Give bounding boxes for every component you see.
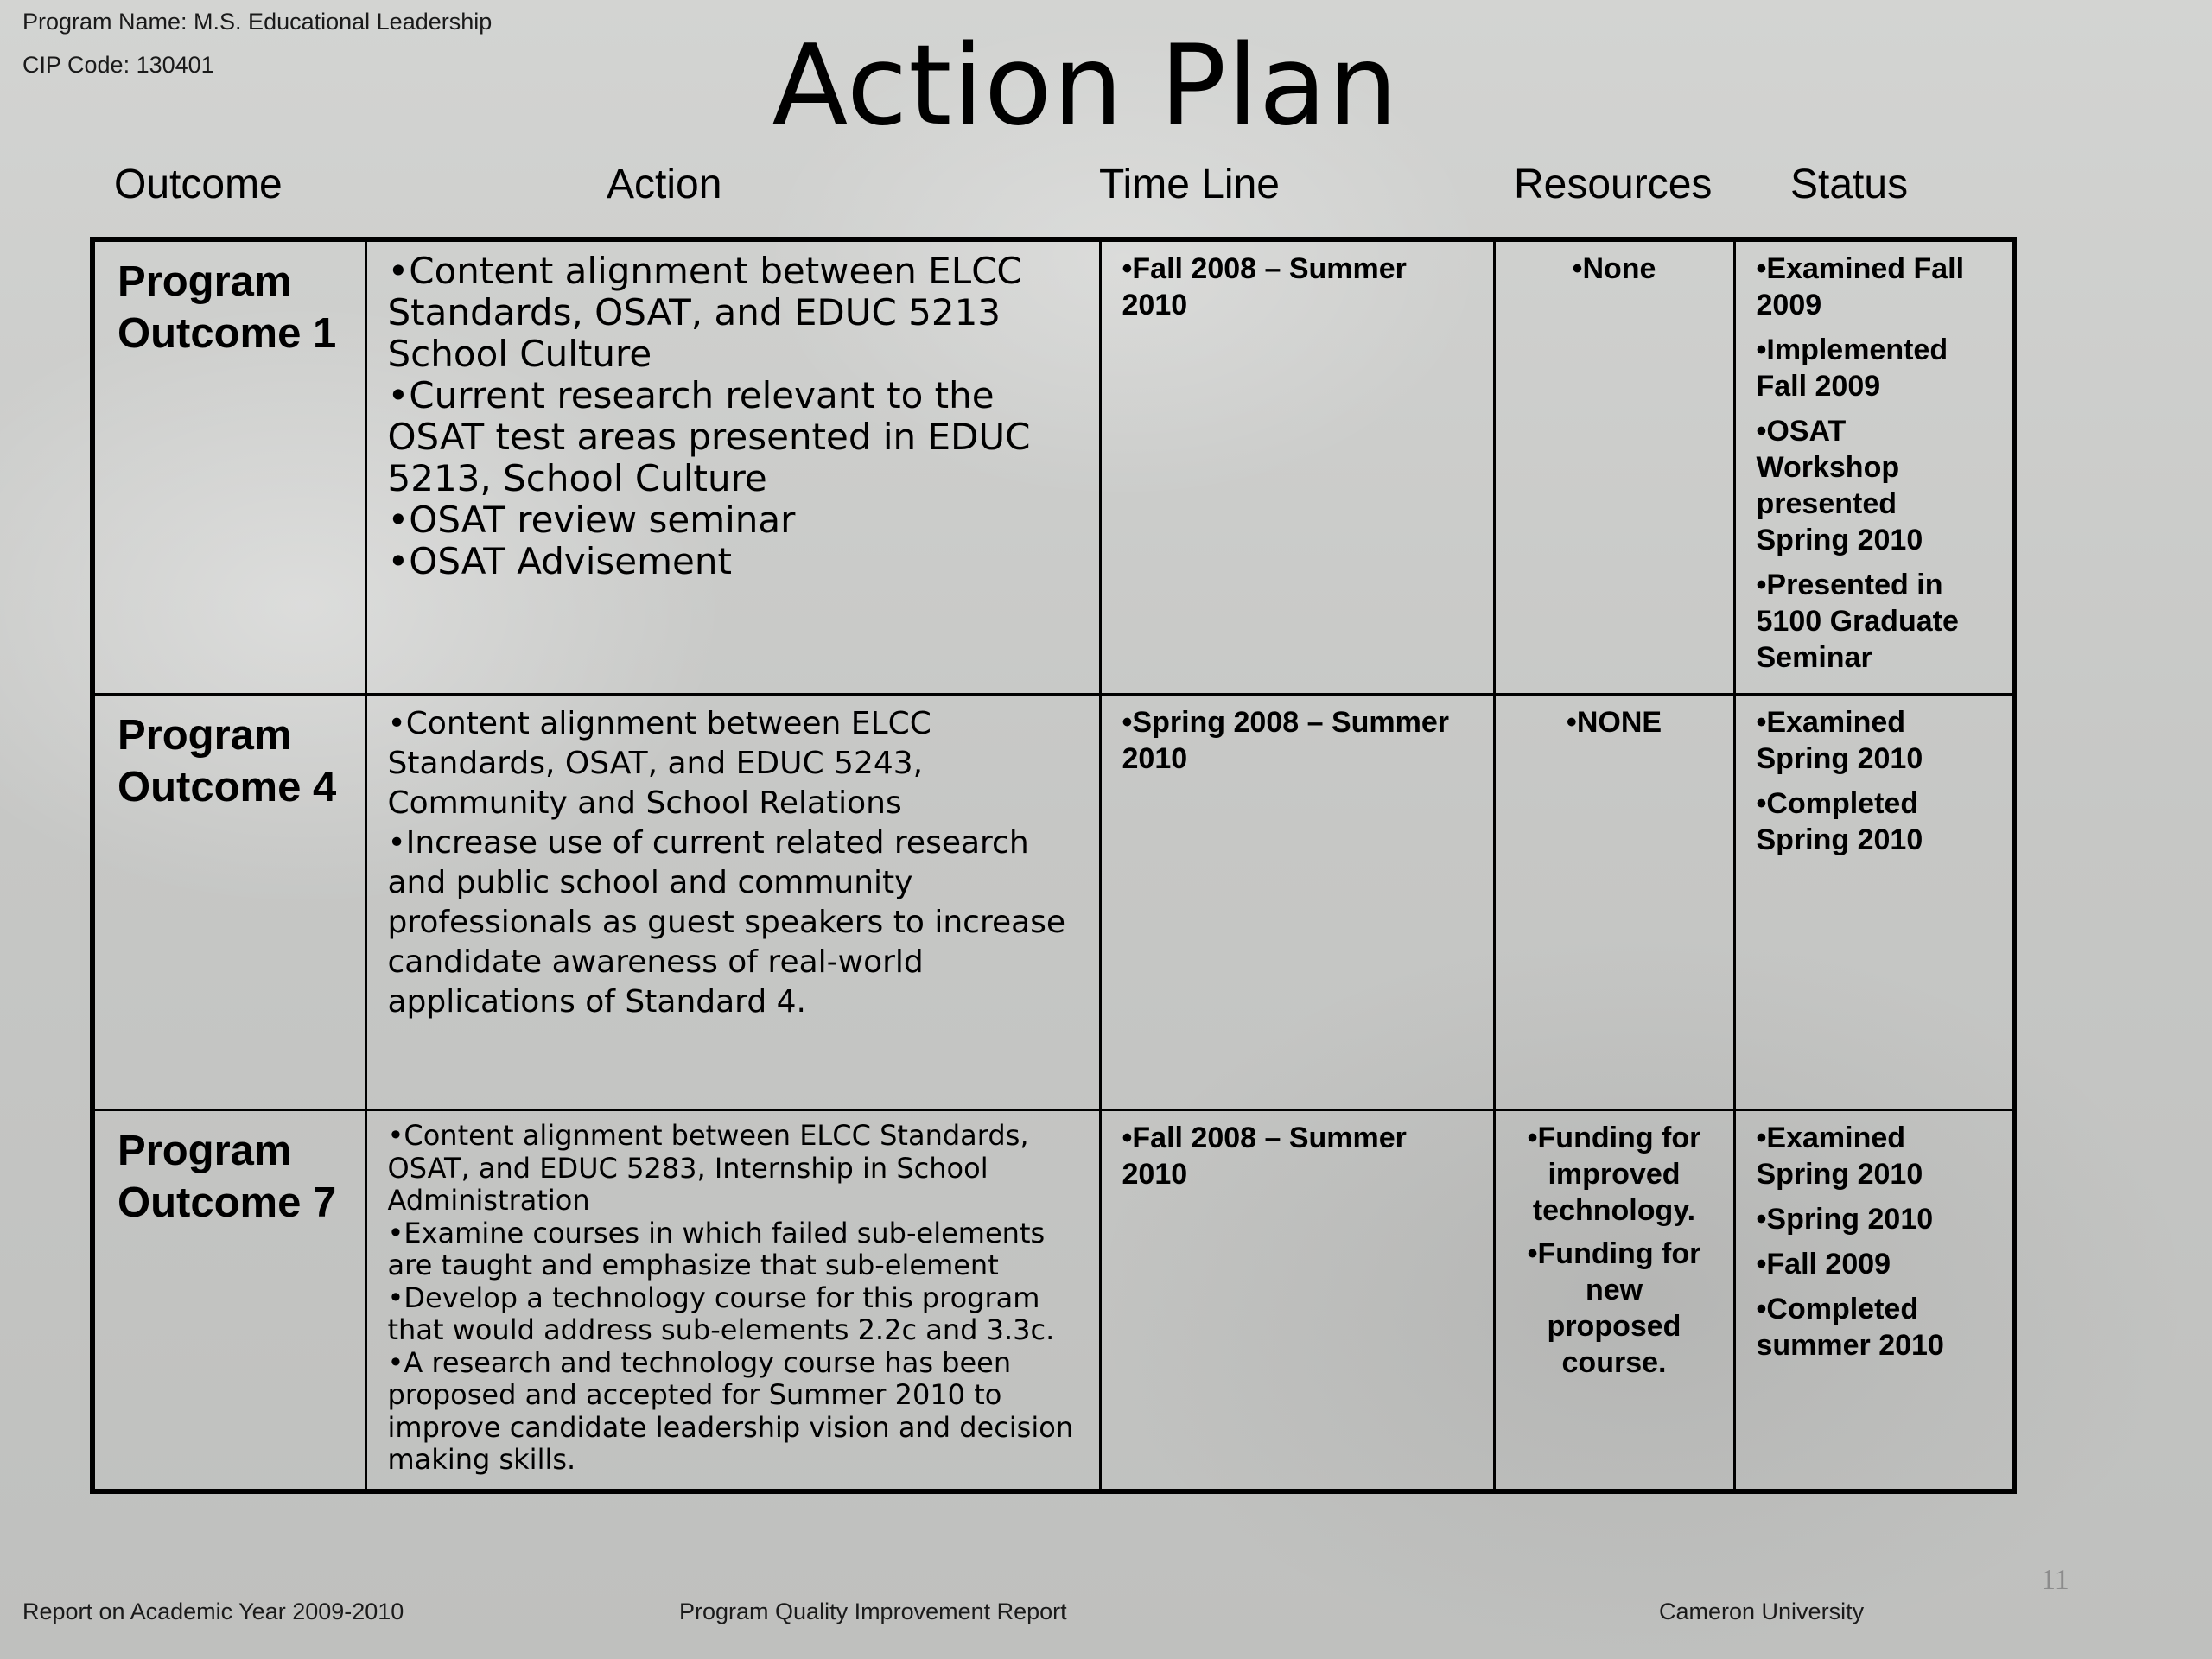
action-cell xyxy=(365,1110,1100,1491)
column-header-action: Action xyxy=(607,162,722,207)
action-cell xyxy=(365,239,1100,695)
action-item: •Content alignment between ELCC Standards, OSAT, and EDUC 5213 School Culture xyxy=(387,250,1022,375)
outcome-cell xyxy=(92,695,365,1110)
column-header-status: Status xyxy=(1790,162,1909,207)
status-cell xyxy=(1734,239,2014,695)
status-item: •Implemented Fall 2009 xyxy=(1756,334,1948,403)
timeline-cell xyxy=(1100,239,1494,695)
program-name: Program Name: M.S. Educational Leadership xyxy=(22,9,493,35)
status-item: •Fall 2009 xyxy=(1756,1248,1891,1281)
column-header-resources: Resources xyxy=(1514,162,1713,207)
status-item: •Completed Spring 2010 xyxy=(1756,787,1923,856)
status-cell xyxy=(1734,695,2014,1110)
timeline-cell xyxy=(1100,1110,1494,1491)
timeline-cell xyxy=(1100,695,1494,1110)
status-item: •Completed summer 2010 xyxy=(1756,1293,1944,1362)
table-row xyxy=(92,695,2014,1110)
action-item: •OSAT Advisement xyxy=(387,540,732,582)
action-item: •Current research relevant to the OSAT test areas presented in EDUC 5213, School Culture xyxy=(387,374,1031,499)
action-item: •Increase use of current related research and public school and community professionals as guest speakers to increase candidate awareness of real-world applications of Standard 4. xyxy=(387,825,1066,1020)
timeline-text: •Spring 2008 – Summer 2010 xyxy=(1122,706,1449,775)
resource-item: •None xyxy=(1572,252,1656,285)
footer-report-year: Report on Academic Year 2009-2010 xyxy=(22,1599,404,1624)
action-cell xyxy=(365,695,1100,1110)
table-row xyxy=(92,1110,2014,1491)
status-item: •Spring 2010 xyxy=(1756,1203,1934,1236)
action-item: •Examine courses in which failed sub-elements are taught and emphasize that sub-element xyxy=(387,1216,1046,1281)
outcome-number: Outcome 1 xyxy=(118,310,337,357)
outcome-number: Outcome 7 xyxy=(118,1179,337,1226)
action-item: •OSAT review seminar xyxy=(387,499,796,541)
outcome-cell xyxy=(92,1110,365,1491)
status-cell xyxy=(1734,1110,2014,1491)
outcome-cell xyxy=(92,239,365,695)
cip-code: CIP Code: 130401 xyxy=(22,52,214,78)
column-header-outcome: Outcome xyxy=(114,162,283,207)
action-item: •A research and technology course has been proposed and accepted for Summer 2010 to improve candidate leadership vision and decision making skills. xyxy=(387,1345,1074,1476)
footer-report-title: Program Quality Improvement Report xyxy=(679,1599,1067,1624)
timeline-text: •Fall 2008 – Summer 2010 xyxy=(1122,1122,1407,1191)
resource-item: •NONE xyxy=(1566,706,1662,739)
outcome-label: Program xyxy=(118,1128,292,1174)
resources-cell xyxy=(1494,695,1734,1110)
page-number: 11 xyxy=(2041,1564,2069,1596)
slide-title: Action Plan xyxy=(772,22,1399,150)
column-header-timeline: Time Line xyxy=(1099,162,1280,207)
status-item: •Examined Spring 2010 xyxy=(1756,706,1923,775)
resource-item: •Funding for improved technology. xyxy=(1527,1122,1701,1227)
footer-university: Cameron University xyxy=(1659,1599,1865,1624)
status-item: •Examined Spring 2010 xyxy=(1756,1122,1923,1191)
status-item: •Examined Fall 2009 xyxy=(1756,252,1965,321)
outcome-number: Outcome 4 xyxy=(118,764,337,810)
resource-item: •Funding for new proposed course. xyxy=(1527,1237,1701,1379)
outcome-label: Program xyxy=(118,258,292,305)
status-item: •OSAT Workshop presented Spring 2010 xyxy=(1756,415,1923,556)
resources-cell xyxy=(1494,1110,1734,1491)
action-item: •Content alignment between ELCC Standards, OSAT, and EDUC 5283, Internship in School Administration xyxy=(387,1119,1029,1217)
outcome-label: Program xyxy=(118,712,292,759)
action-item: •Develop a technology course for this program that would address sub-elements 2.2c and 3.3c. xyxy=(387,1281,1055,1346)
table-row xyxy=(92,239,2014,695)
action-item: •Content alignment between ELCC Standards, OSAT, and EDUC 5243, Community and School Relations xyxy=(387,706,931,821)
status-item: •Presented in 5100 Graduate Seminar xyxy=(1756,569,1959,674)
action-plan-table xyxy=(90,237,2017,1494)
resources-cell xyxy=(1494,239,1734,695)
timeline-text: •Fall 2008 – Summer 2010 xyxy=(1122,252,1407,321)
